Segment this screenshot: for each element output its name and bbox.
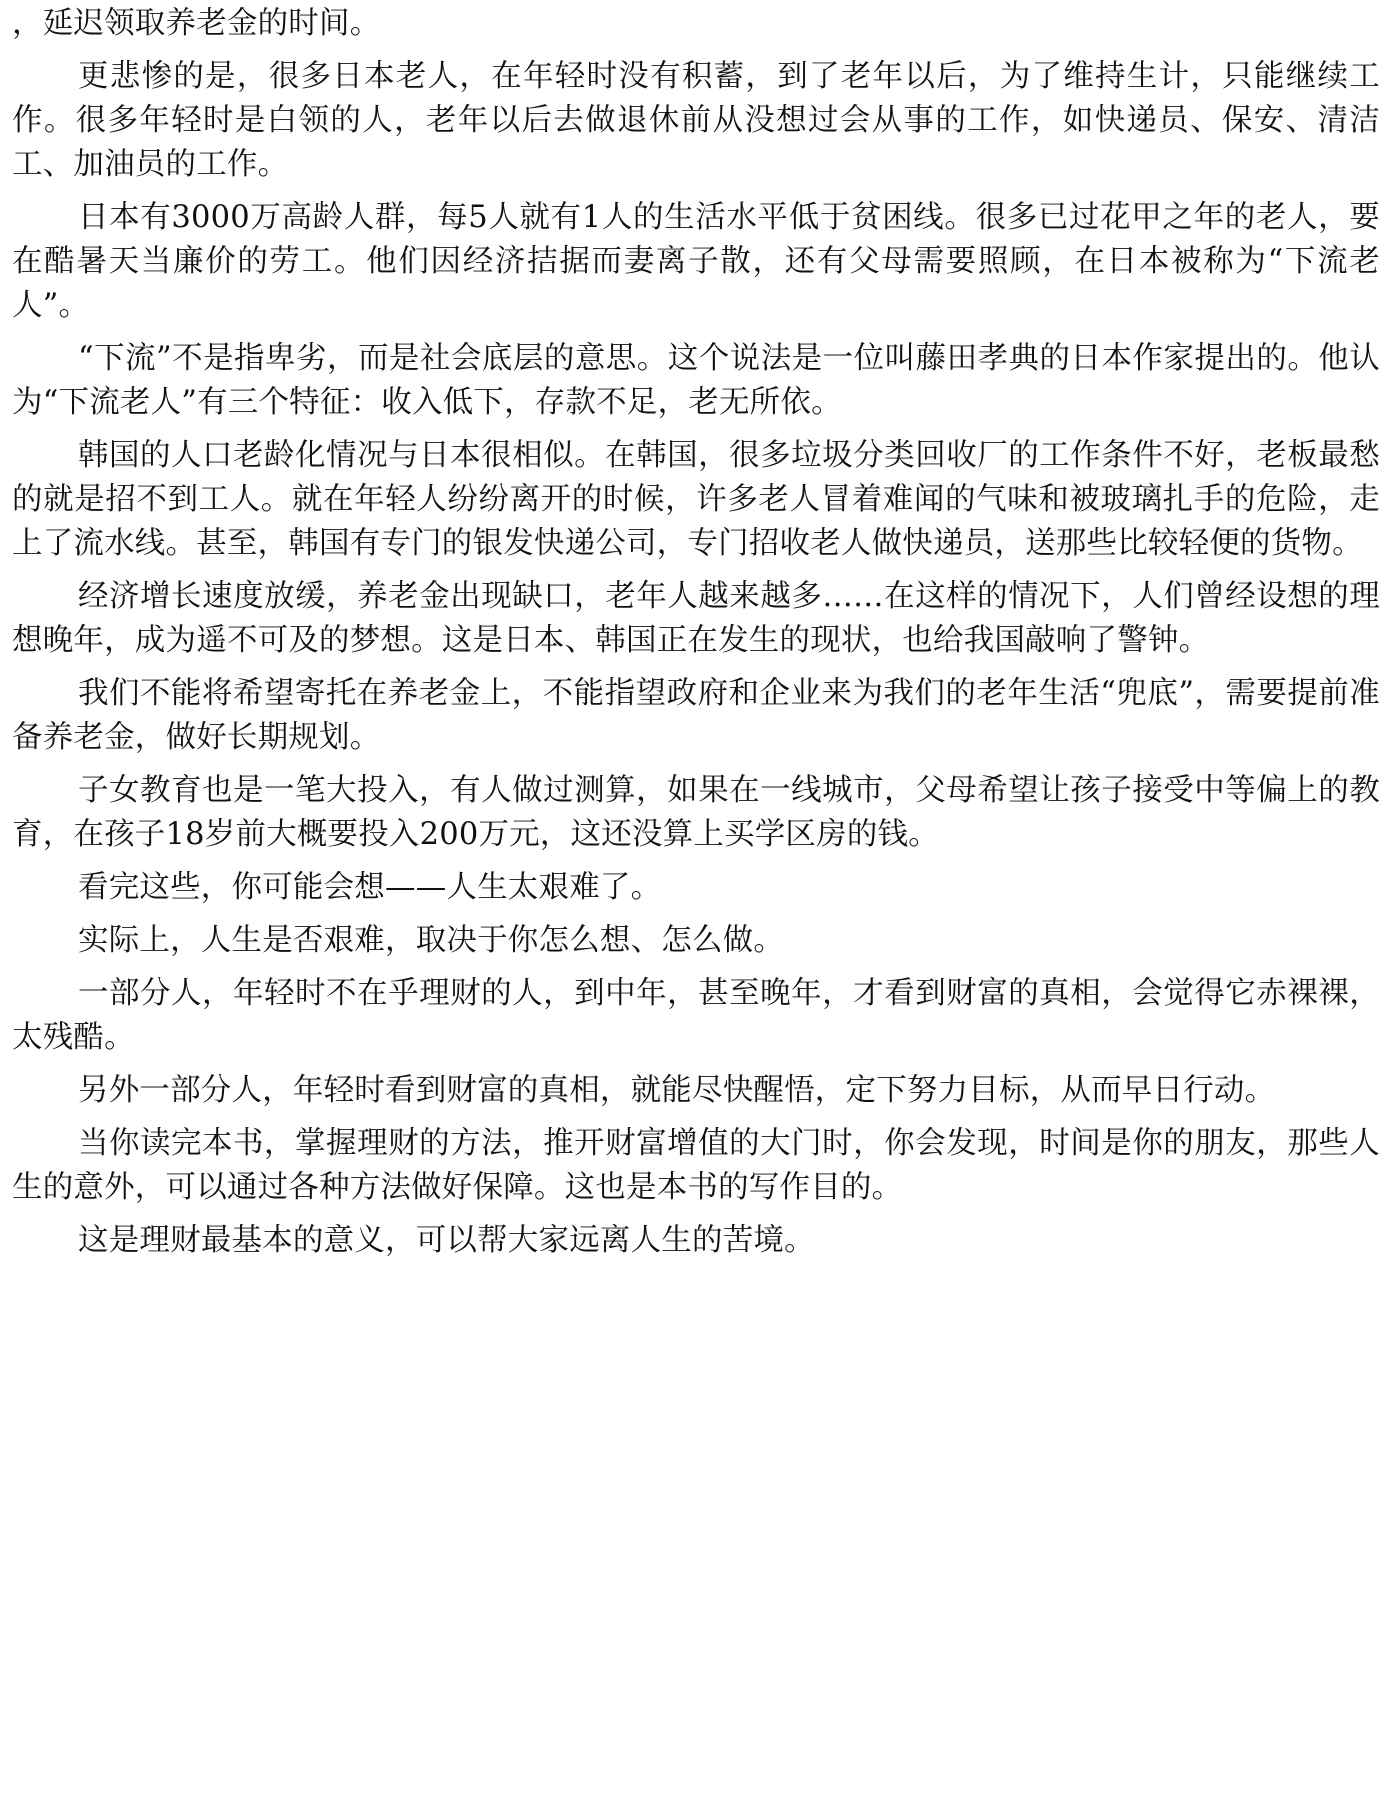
paragraph: 当你读完本书，掌握理财的方法，推开财富增值的大门时，你会发现，时间是你的朋友，那些人生的意外，可以通过各种方法做好保障。这也是本书的写作目的。 bbox=[12, 1126, 1380, 1205]
paragraph: 另外一部分人，年轻时看到财富的真相，就能尽快醒悟，定下努力目标，从而早日行动。 bbox=[78, 1073, 1276, 1108]
paragraph: “下流”不是指卑劣，而是社会底层的意思。这个说法是一位叫藤田孝典的日本作家提出的。他认为“下流老人”有三个特征：收入低下，存款不足，老无所依。 bbox=[12, 341, 1380, 420]
paragraph: 更悲惨的是，很多日本老人，在年轻时没有积蓄，到了老年以后，为了维持生计，只能继续工作。很多年轻时是白领的人，老年以后去做退休前从没想过会从事的工作，如快递员、保安、清洁工、加油员的工作。 bbox=[12, 59, 1380, 182]
paragraph: 子女教育也是一笔大投入，有人做过测算，如果在一线城市，父母希望让孩子接受中等偏上的教育，在孩子18岁前大概要投入200万元，这还没算上买学区房的钱。 bbox=[12, 773, 1380, 852]
paragraph: 这是理财最基本的意义，可以帮大家远离人生的苦境。 bbox=[78, 1223, 815, 1258]
paragraph: 韩国的人口老龄化情况与日本很相似。在韩国，很多垃圾分类回收厂的工作条件不好，老板最愁的就是招不到工人。就在年轻人纷纷离开的时候，许多老人冒着难闻的气味和被玻璃扎手的危险，走上了流水线。甚至，韩国有专门的银发快递公司，专门招收老人做快递员，送那些比较轻便的货物。 bbox=[12, 438, 1380, 561]
paragraph: 日本有3000万高龄人群，每5人就有1人的生活水平低于贫困线。很多已过花甲之年的老人，要在酷暑天当廉价的劳工。他们因经济拮据而妻离子散，还有父母需要照顾，在日本被称为“下流老人”。 bbox=[12, 200, 1380, 323]
paragraph: 我们不能将希望寄托在养老金上，不能指望政府和企业来为我们的老年生活“兜底”，需要提前准备养老金，做好长期规划。 bbox=[12, 676, 1380, 755]
paragraph: 经济增长速度放缓，养老金出现缺口，老年人越来越多……在这样的情况下，人们曾经设想的理想晚年，成为遥不可及的梦想。这是日本、韩国正在发生的现状，也给我国敲响了警钟。 bbox=[12, 579, 1380, 658]
document-page bbox=[12, 2, 1380, 1272]
paragraph: 看完这些，你可能会想——人生太艰难了。 bbox=[78, 870, 662, 905]
paragraph: 一部分人，年轻时不在乎理财的人，到中年，甚至晚年，才看到财富的真相，会觉得它赤裸裸，太残酷。 bbox=[12, 976, 1380, 1055]
paragraph-continued: ，延迟领取养老金的时间。 bbox=[12, 6, 381, 41]
paragraph: 实际上，人生是否艰难，取决于你怎么想、怎么做。 bbox=[78, 923, 785, 958]
